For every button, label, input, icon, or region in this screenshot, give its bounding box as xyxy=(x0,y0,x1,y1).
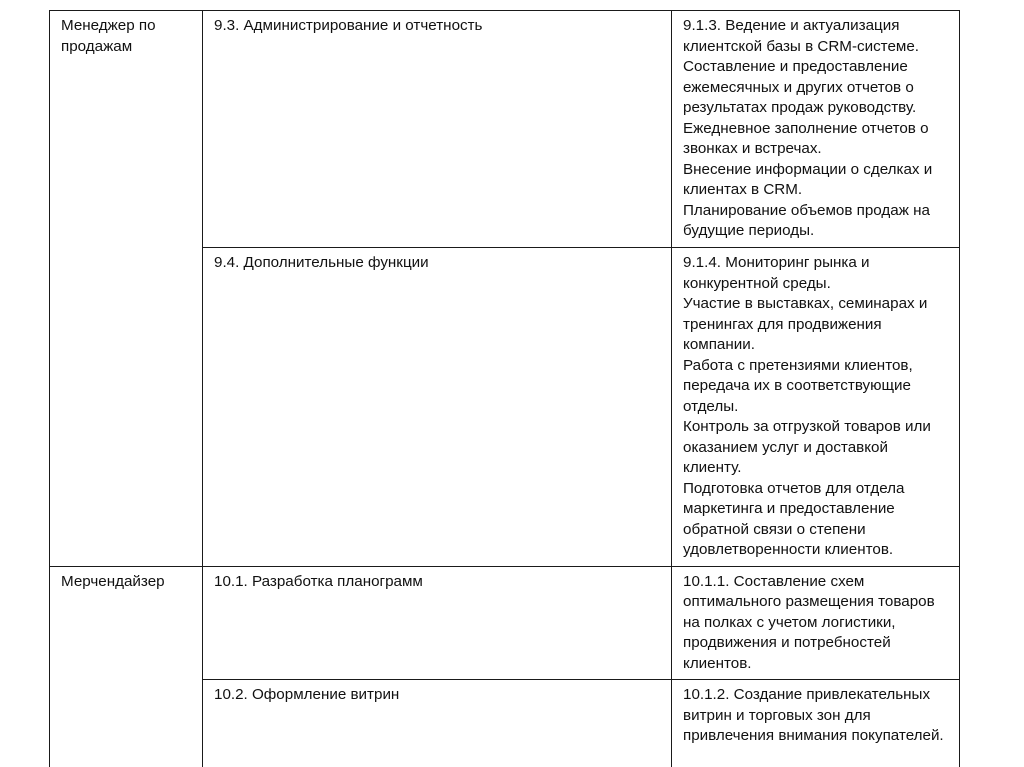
task-line: 10.1.2. Создание привлекательных витрин и торговых зон для привлечения внимания покупателей. xyxy=(683,686,944,744)
tasks-cell xyxy=(672,248,960,567)
function-cell xyxy=(203,248,672,567)
duties-table xyxy=(49,10,960,767)
task-line: Внесение информации о сделках и клиентах в CRM. xyxy=(683,160,933,198)
task-line: Составление и предоставление ежемесячных и других отчетов о результатах продаж руководству. xyxy=(683,58,917,116)
function-label: 9.3. Администрирование и отчетность xyxy=(214,17,483,34)
task-line: Ежедневное заполнение отчетов о звонках и встречах. xyxy=(683,119,929,157)
role-cell xyxy=(50,11,203,567)
tasks-cell xyxy=(672,11,960,248)
role-label: Мерчендайзер xyxy=(61,572,165,590)
tasks-cell xyxy=(672,566,960,680)
task-line: Подготовка отчетов для отдела маркетинга и предоставление обратной связи о степени удовлетворенности клиентов. xyxy=(683,479,905,558)
function-label: 10.2. Оформление витрин xyxy=(214,686,400,703)
task-line: 9.1.4. Мониторинг рынка и конкурентной среды. xyxy=(683,254,870,292)
function-cell xyxy=(203,680,672,767)
role-label: Менеджер по продажам xyxy=(61,17,156,55)
task-line: Планирование объемов продаж на будущие периоды. xyxy=(683,201,930,239)
function-cell xyxy=(203,566,672,680)
task-line: Контроль за отгрузкой товаров или оказанием услуг и доставкой клиенту. xyxy=(683,418,931,476)
task-line: Работа с претензиями клиентов, передача их в соответствующие отделы. xyxy=(683,356,913,415)
task-line: 9.1.3. Ведение и актуализация клиентской базы в CRM-системе. xyxy=(683,17,920,55)
task-line: 10.1.1. Составление схем оптимального размещения товаров на полках с учетом логистики, продвижения и потребностей клиентов. xyxy=(683,572,935,672)
table-row xyxy=(50,566,960,680)
role-cell xyxy=(50,566,203,767)
function-cell xyxy=(203,11,672,248)
tasks-cell xyxy=(672,680,960,767)
function-label: 9.4. Дополнительные функции xyxy=(214,254,429,271)
task-line: Участие в выставках, семинарах и тренингах для продвижения компании. xyxy=(683,295,928,353)
function-label: 10.1. Разработка планограмм xyxy=(214,572,423,590)
table-row xyxy=(50,11,960,248)
